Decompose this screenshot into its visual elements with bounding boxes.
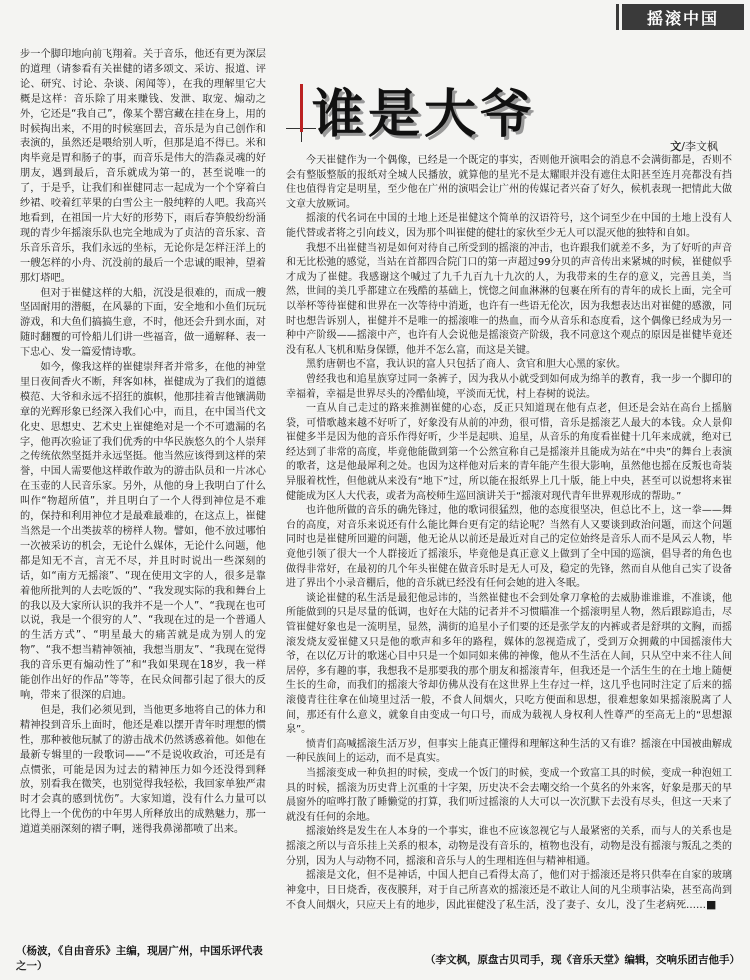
byline-author: 李文枫 (685, 140, 718, 153)
main-paragraph-6: 一直从自己走过的路来推测崔健的心态，反正只知道现在他有点老，但还是会站在高台上摇脑袋，可惜歌越来越不好听了，好象没有从前的冲劲，很可惜，音乐是摇滚艺人最大的本钱。众人景仰崔健多半是因为他的音乐作得好听，少半是起哄、追星，从音乐的角度看崔健十几年来成就，绝对已经达到了非常的高度，毕竟他能做到第一个公然宣称自己是摇滚并且能成为站在“中央”的舞台上表演的歌者，这是他最犀利之处。也因为这样他对后来的青年能产生很大影响，虽然他也摇在反叛也奇装异服着枕性，但他就从来没有“地下”过，所以能在报纸界上几十版，能上中央，甚至可以说想将来崔健能成为区人大代表，或者为高校师生巡回演讲关于“摇滚对现代青年世界观形成的帮助。” (286, 403, 732, 502)
main-paragraph-3: 我想不出崔健当初是如何对待自己所受到的摇滚的冲击，也许跟我们就差不多，为了好听的声音和无比松弛的感觉，当站在首都四合院门口的第一声超过99分贝的声音传出来紧城的时候，崔健似乎才成为了崔健。我感谢这个喊过了九千九百九十九次的人，为我带来的生存的意义，完善且美，当然，世间的美几乎都建立在残酷的基础上，恍惚之间血淋淋的包裹在所有的青年的成长上面，完全可以举杯等待崔健和世界在一次等待中消逝，也许有一些语无伦次，因为我想表达出对崔健的感激，同时也想告诉别人，崔健并不是唯一的摇滚唯一的热血，而今从音乐和态度看，这个偶像已经成为另一种中产阶级——摇滚中产，也许有人会说他是摇滚资产阶级，我不同意这个观点的原因是崔健毕竟还没有私人飞机和贴身保镖，他并不怎么富，而这是关键。 (286, 242, 732, 356)
end-of-article-mark: ■ (706, 898, 717, 912)
main-paragraph-10: 当摇滚变成一种负担的时候，变成一个饭门的时候，变成一个致富工具的时候，变成一种泡妞工具的时候，摇滚为历史背上沉重的十字架，历史决不会去嘲交给一个莫名的外来客，好象是那天的早晨窗外的喧哗打散了睡懒觉的打算，我们听过摇滚的人大可以一次沉默下去没有尽头，但这一天来了就没有任何的余地。 (286, 767, 732, 823)
byline-prefix: 文 (670, 140, 682, 153)
title-accent-bar (300, 84, 303, 132)
main-paragraph-9: 愤青们高喊摇滚生活万岁，但事实上能真正懂得和理解这种生活的又有谁？摇滚在中国被曲解成一种民族间上的运动，而不是真实。 (286, 738, 732, 765)
main-column (286, 154, 732, 924)
article-header (286, 62, 730, 154)
left-paragraph-2: 但对于崔健这样的大船，沉没是很难的，而成一艘坚固耐用的潜艇，在风暴的下面，安全地和小鱼们玩玩游戏，和大鱼们搞搞生意，不时，他还会升到水面，对随时翻覆的可怜船儿们讲一些福音，做一通解释、表一下忠心、发一篇爱情诗歌。 (20, 287, 266, 359)
main-paragraph-1: 今天崔健作为一个偶像，已经是一个既定的事实，否则他开演唱会的消息不会满街都是，否则不会有整版整版的报纸对全城人民播放，就算他的星光不是太耀眼并没有遮住太阳甚至连月亮都没有挡住也值得肯定是明星，至少他在广州的演唱会让广州的传媒记者兴奋了好久，候机表现一把情此大做文章大放厥词。 (286, 155, 732, 210)
main-paragraph-8: 谈论崔健的私生活是最犯他忌讳的，当然崔健也不会到处拿刀拿枪的去威胁谁谁谁，不准谈，他所能做到的只是尽量的低调，也好在大陆的记者并不习惯瞄准一个摇滚明星人物，然后跟踪追击，尽管崔健好象也是一流明星，显然，满街的追星小子们要的还是张学友的内裤或者是舒琪的文胸，而摇滚发烧友爱崔健又只是他的歌声和多年的路程，媒体的忽视造成了，受到万众拥戴的中国摇滚伟大爷，在以亿万计的歌迷心目中只是一个如同如来佛的神像，他从不生活在人间，只从空中来不往人间居停，多有趣的事，我想我不是那要我的那个朋友和摇滚青年，但我还是一个活生生的在土地上随便生长的生命，而我们的摇滚大爷却仿佛从没有在这世界上生存过一样，这几乎也同时注定了后来的摇滚傻青往往拿在仙境里过活一般，不食人间烟火，只吃方便面和思想，很难想象如果摇滚脱离了人间，那还有什么意义，就象自由变成一句口号，而成为载视人身权利人性尊严的至高无上的“思想源泉”。 (286, 592, 732, 736)
right-author-caption: （李文枫，原盘古贝司手，现《音乐天堂》编辑，交响乐团吉他手） (425, 954, 740, 966)
main-paragraph-7: 也许他所做的音乐的确先锋过，他的歌词很猛烈，他的态度很坚决，但总比不上，这一拳——舞台的高度，对音乐来说还有什么能比舞台更有定的结论呢？当然有人又要谈到政治问题，而这个问题同时也是崔健所回避的问题，他无论从以前还是最近对自己的定位始终是音乐人而不是风云人物，毕竟他引领了很大一个人群接近了摇滚乐，毕竟他是真正意义上做到了全中国的巡演，倡导者的角色也做得非常好，在最初的几个年头崔健在做音乐时是无人可及，稳定的先锋，然而自从他自己实了设备进了界出个小录音棚后，他的音乐就已经没有任何会她的进入冬眠。 (286, 505, 732, 590)
main-paragraph-2: 摇滚的代名词在中国的土地上还是崔健这个简单的汉语符号，这个词至少在中国的土地上没有人能代替或者将之引向歧义，因为那个叫崔健的健壮的家伙至少无人可以混灭他的独特和自如。 (286, 213, 732, 239)
main-paragraph-12-text: 摇滚是文化，但不是神话，中国人把自己看得太高了，他们对于摇滚还是将只供奉在自家的玻璃神龛中，日日烧香，夜夜膜拜，对于自己所喜欢的摇滚还是不敢让人间的凡尘琐事沾染，甚至高尚到不食人间烟火，只应天上有的地步，因此崔健没了私生活，没了妻子、女儿，没了生老病死…… (286, 870, 732, 912)
article-title: 谁是大爷 (312, 85, 537, 145)
main-paragraph-5: 曾经我也和追星族穿过同一条裤子，因为我从小就受到如何成为绵羊的教育，我一步一个脚印的幸福着，幸福是世界尽头的冷酷仙境，平淡而无忧，村上春树的说法。 (286, 373, 732, 400)
main-paragraph-11: 摇滚始终是发生在人本身的一个事实，谁也不应该忽视它与人最紧密的关系，而与人的关系也是摇滚之所以与音乐挂上关系的根本，动物是没有音乐的，植物也没有，动物是没有摇滚与叛乱之类的分别，因为人与动物不同，摇滚和音乐与人的生理相连但与精神相通。 (286, 826, 732, 867)
left-paragraph-4: 但是，我们必须见到，当他更多地将自己的体力和精神投到音乐上面时，他还是难以摆开青年时理想的惯性，那种被他玩腻了的游击战术仍然诱惑着他。如他在最新专辑里的一段歌词——“不是说收政治，可还是有点惯张，可能是因为过去的精神压力如今还没得到释放，别看我在微笑，也别觉得我轻松，我回家单独严肃时才会真的感到忧伤”。大家知道，没有什么力量可以比得上一个优伤的中年男人所释放出的成熟魅力，那一道道美丽深刻的褶子啊，迷得我鼻涕都喷了出来。 (20, 704, 266, 836)
main-paragraph-12 (286, 869, 732, 914)
section-tag: 摇滚中国 (622, 4, 744, 30)
left-paragraph-3: 如今，像我这样的崔健崇拜者并常多，在他的神堂里日夜间香火不断，拜客如林，崔健成为了我们的道德模范、大爷和永远不招狂的旗帜，他那挂着吉他镶满勋章的光辉形象已经深入我们心中，而且，在中国当代文化史、思想史、艺术史上崔健绝对是一个不可遗漏的名字，他再次验证了我们优秀的中华民族悠久的个人崇拜之传统依然坚挺并永远坚挺。他当然应该得到这样的荣誉，中国人需要他这样敢作敢为的游击队员和一片冰心在玉壶的人民音乐家。另外，从他的身上我明白了什么叫作“物超所值”，并且明白了一个人得到神位是不难的，保持和利用神位才是最难最难的，在这点上，崔健当然是一个出类拔萃的榜样人物。譬如，他不放过哪怕一次被采访的机会，无论什么媒体，无论什么问题，他都是知无不言，言无不尽，并且时时说出一些深刻的话，如“南方无摇滚”、“现在使用文字的人，很多是靠着他所批判的人去吃饭的”、“我发现实际的我和舞台上的我以及大家所认识的我并不是一个人”、“我现在也可以说，我是一个很穷的人”、“我现在过的是一个普通人的生活方式”、“明星最大的痛苦就是成为别人的宠物”、“我不想当精神领袖，我想当朋友”、“我现在觉得我的音乐更有煽动性了”和“我如果现在18岁，我一样能创作出好的作品”等等，在民众间都引起了很大的反响，带来了很深的启迪。 (20, 362, 266, 701)
left-author-caption: （杨波，《自由音乐》主编，现居广州，中国乐评代表之一） (16, 945, 263, 972)
article-byline: 文/李文枫 (670, 140, 718, 153)
left-column (20, 48, 266, 938)
main-paragraph-4: 黑豹唐朝也不富，我认识的富人只包括了商人、贪官和胆大心黑的家伙。 (306, 359, 626, 371)
left-paragraph-1: 步一个脚印地向前飞翔着。关于音乐，他还有更为深层的道理（请参看有关崔健的诸多颂文、采访、报道、评论、研究、讨论、杂谈、闲闻等），在我的理解里它大概是这样：音乐除了用来赚钱、发泄、取宠、煽动之外，它还是“我自己”，像某个罂宫藏在挂在身上，用的时候掏出来，不用的时候塞回去，音乐是为自己创作和表演的，虽然还是喂给别人听，但那是追不得已。米和肉毕竟是胃和肠子的事，而音乐是伟大的浩淼灵魂的好朋友，遇到最后，音乐就成为第一的，甚至说唯一的了，于是乎，让我们和崔健同志一起成为一个个穿着白纱裙、咬着红苹果的白雪公主一般纯粹的人吧。我高兴地看到，在祖国一片大好的形势下，雨后春笋般纷纷涌现的青少年摇滚乐队也完全地成为了贞洁的音乐家、音乐音乐音乐，我们永远的坐标，无论你是怎样汪洋上的一艘怎样的小舟、沉没前的最后一个忠诚的眼神，望着那灯塔吧。 (20, 49, 266, 284)
